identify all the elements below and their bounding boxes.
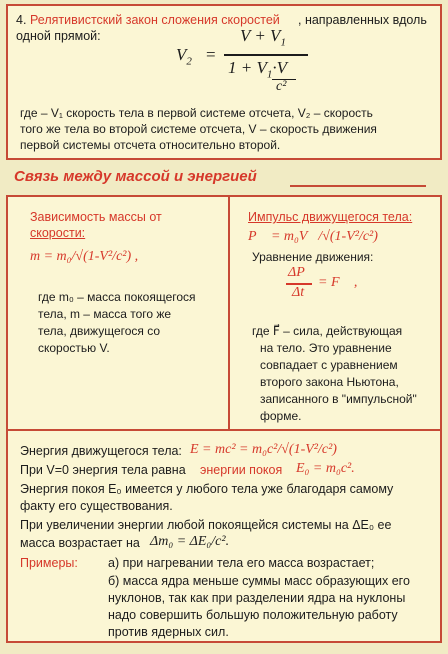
formula-denominator: $1 + V_1\cdot V$ xyxy=(228,58,287,81)
right-desc-1: где F⃗ – сила, действующая xyxy=(252,324,403,338)
right-title: Импульс движущегося тела: xyxy=(248,210,413,224)
rest-formula: E₀ = m₀c². xyxy=(296,461,355,476)
desc-line-3: первой системы отсчета относительно второй. xyxy=(20,138,281,152)
formula-c2: c² xyxy=(276,79,287,94)
example-b-2: нуклонов, так как при разделении ядра на нуклоны xyxy=(108,591,406,605)
left-desc-1: где m₀ – масса покоящегося xyxy=(38,290,196,304)
formula-bar xyxy=(224,54,308,56)
right-desc-6: форме. xyxy=(260,409,302,423)
energy-box xyxy=(6,429,442,643)
eq-rhs: = F⃗ , xyxy=(318,275,358,290)
left-title-1: Зависимость массы от xyxy=(30,210,162,224)
mass-formula: m = m₀/√(1-V²/c²) , xyxy=(30,249,139,264)
rest-label: энергии покоя xyxy=(200,463,283,477)
example-b-1: б) масса ядра меньше суммы масс образующих его xyxy=(108,574,410,588)
right-desc-2: на тело. Это уравнение xyxy=(260,341,392,355)
right-desc-3: совпадает с уравнением xyxy=(260,358,398,372)
p1-line-2: факту его существования. xyxy=(20,499,173,513)
eq-numerator: ΔP⃗ xyxy=(288,265,316,280)
desc-line-1: где – V₁ скорость тела в первой системе отсчета, V₂ – скорость xyxy=(20,106,373,120)
eq-denominator: Δt xyxy=(292,285,305,300)
p2-line-1: При увеличении энергии любой покоящейся системы на ΔE₀ ее xyxy=(20,518,392,532)
formula-lhs: $V_2$ xyxy=(176,45,192,68)
section-heading: Связь между массой и энергией xyxy=(14,168,257,185)
left-desc-3: тела, движущегося со xyxy=(38,324,161,338)
example-b-4: против ядерных сил. xyxy=(108,625,229,639)
velocity-addition-box xyxy=(6,4,442,160)
heading-rule xyxy=(290,185,426,187)
section-number: 4. xyxy=(16,13,27,27)
left-desc-4: скоростью V. xyxy=(38,341,110,355)
p1-line-1: Энергия покоя E₀ имеется у любого тела уже благодаря самому xyxy=(20,482,394,496)
examples-label: Примеры: xyxy=(20,556,78,570)
momentum-box xyxy=(228,195,442,431)
formula-equals: = xyxy=(206,45,216,64)
right-desc-4: второго закона Ньютона, xyxy=(260,375,399,389)
left-desc-2: тела, m – масса того же xyxy=(38,307,172,321)
section-title-rest: , направленных вдоль xyxy=(298,13,427,27)
rest-prefix: При V=0 энергия тела равна xyxy=(20,463,186,477)
momentum-formula: P⃗ = m₀V⃗/√(1-V²/c²) xyxy=(248,229,378,244)
example-b-3: надо совершить большую положительную работу xyxy=(108,608,398,622)
right-desc-5: записанного в "импульсной" xyxy=(260,392,417,406)
example-a: а) при нагревании тела его масса возрастает; xyxy=(108,556,375,570)
left-title-2: скорости: xyxy=(30,226,86,240)
p2-formula: Δm₀ = ΔE₀/c². xyxy=(150,534,230,549)
desc-line-2: того же тела во второй системе отсчета, V – скорость движения xyxy=(20,122,377,136)
section-title: Релятивистский закон сложения скоростей xyxy=(30,13,280,27)
energy-formula: E = mc² = m₀c²/√(1-V²/c²) xyxy=(190,442,337,457)
mass-velocity-box xyxy=(6,195,230,431)
section-title-line2: одной прямой: xyxy=(16,29,101,43)
energy-label: Энергия движущегося тела: xyxy=(20,444,182,458)
right-sub: Уравнение движения: xyxy=(252,250,374,264)
formula-numerator: $V + V_1$ xyxy=(240,26,286,49)
p2-line-2: масса возрастает на xyxy=(20,536,140,550)
